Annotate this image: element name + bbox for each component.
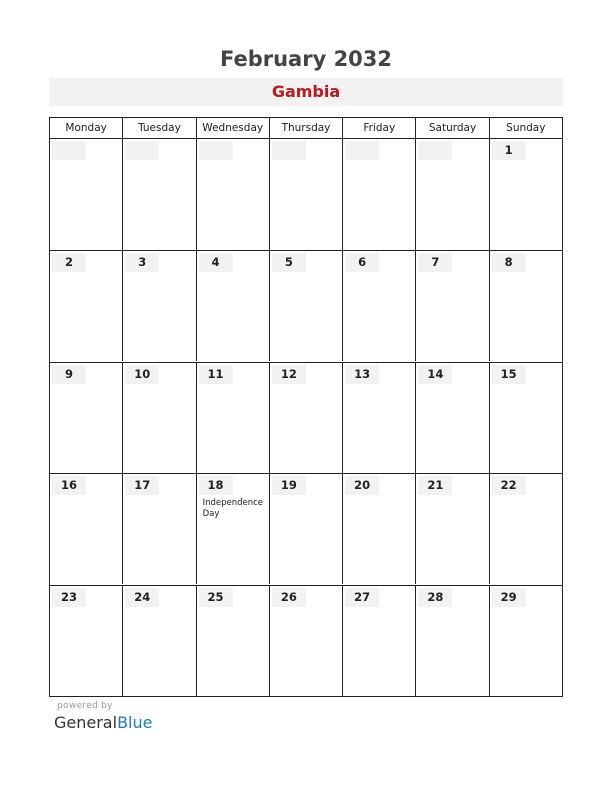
day-cell-13[interactable] (342, 363, 415, 473)
day-cell-empty[interactable] (196, 139, 269, 250)
day-cell-5[interactable] (269, 251, 342, 361)
day-cell-16[interactable] (50, 474, 122, 584)
day-cell-22[interactable] (489, 474, 562, 584)
weekday-wednesday: Wednesday (196, 118, 269, 138)
day-number: 25 (199, 588, 233, 607)
day-cell-11[interactable] (196, 363, 269, 473)
day-cell-26[interactable] (269, 586, 342, 696)
day-cell-4[interactable] (196, 251, 269, 361)
day-number: 26 (272, 588, 306, 607)
day-number: 1 (492, 141, 526, 160)
day-number (345, 141, 379, 160)
week-row (50, 473, 562, 584)
day-number: 4 (199, 253, 233, 272)
week-row (50, 139, 562, 250)
day-cell-23[interactable] (50, 586, 122, 696)
day-cell-8[interactable] (489, 251, 562, 361)
day-number: 20 (345, 476, 379, 495)
day-cell-27[interactable] (342, 586, 415, 696)
day-number: 28 (418, 588, 452, 607)
day-number: 13 (345, 365, 379, 384)
day-cell-29[interactable] (489, 586, 562, 696)
day-number: 3 (125, 253, 159, 272)
holiday-event: Independence Day (202, 498, 264, 520)
day-cell-empty[interactable] (269, 139, 342, 250)
day-cell-12[interactable] (269, 363, 342, 473)
day-number: 11 (199, 365, 233, 384)
day-number: 19 (272, 476, 306, 495)
weekday-tuesday: Tuesday (122, 118, 195, 138)
day-cell-empty[interactable] (50, 139, 122, 250)
day-number: 27 (345, 588, 379, 607)
day-cell-14[interactable] (415, 363, 488, 473)
day-number: 16 (52, 476, 86, 495)
day-number: 18 (199, 476, 233, 495)
day-cell-9[interactable] (50, 363, 122, 473)
powered-by-label: powered by (57, 701, 113, 711)
day-cell-15[interactable] (489, 363, 562, 473)
weekday-header (50, 118, 562, 139)
day-cell-25[interactable] (196, 586, 269, 696)
day-cell-18[interactable] (196, 474, 269, 584)
day-cell-1[interactable] (489, 139, 562, 250)
day-cell-19[interactable] (269, 474, 342, 584)
day-cell-empty[interactable] (122, 139, 195, 250)
day-number: 9 (52, 365, 86, 384)
day-cell-3[interactable] (122, 251, 195, 361)
weekday-monday: Monday (65, 122, 107, 134)
brand-general: General (54, 713, 118, 732)
day-number: 5 (272, 253, 306, 272)
day-cell-empty[interactable] (415, 139, 488, 250)
day-number: 17 (125, 476, 159, 495)
day-number: 15 (492, 365, 526, 384)
day-cell-7[interactable] (415, 251, 488, 361)
day-cell-2[interactable] (50, 251, 122, 361)
day-grid (50, 139, 562, 696)
day-cell-10[interactable] (122, 363, 195, 473)
day-number (52, 141, 86, 160)
day-number (418, 141, 452, 160)
brand-blue: Blue (117, 713, 153, 732)
day-cell-empty[interactable] (342, 139, 415, 250)
weekday-sunday: Sunday (489, 118, 562, 138)
day-cell-28[interactable] (415, 586, 488, 696)
day-number: 14 (418, 365, 452, 384)
day-number: 24 (125, 588, 159, 607)
day-number (199, 141, 233, 160)
day-number: 12 (272, 365, 306, 384)
weekday-friday: Friday (342, 118, 415, 138)
day-number: 6 (345, 253, 379, 272)
week-row (50, 585, 562, 696)
day-number: 22 (492, 476, 526, 495)
day-number: 8 (492, 253, 526, 272)
weekday-saturday: Saturday (415, 118, 488, 138)
country-name: Gambia (271, 82, 341, 101)
day-number: 2 (52, 253, 86, 272)
brand-logo[interactable] (54, 713, 152, 732)
country-banner (49, 78, 563, 106)
day-number (125, 141, 159, 160)
week-row (50, 362, 562, 473)
week-row (50, 250, 562, 361)
day-number: 23 (52, 588, 86, 607)
day-number (272, 141, 306, 160)
day-number: 7 (418, 253, 452, 272)
calendar-grid (49, 117, 563, 697)
day-number: 10 (125, 365, 159, 384)
day-cell-17[interactable] (122, 474, 195, 584)
day-cell-20[interactable] (342, 474, 415, 584)
weekday-thursday: Thursday (269, 118, 342, 138)
day-cell-21[interactable] (415, 474, 488, 584)
day-number: 29 (492, 588, 526, 607)
day-number: 21 (418, 476, 452, 495)
day-cell-6[interactable] (342, 251, 415, 361)
calendar-title: February 2032 (219, 47, 393, 71)
day-cell-24[interactable] (122, 586, 195, 696)
